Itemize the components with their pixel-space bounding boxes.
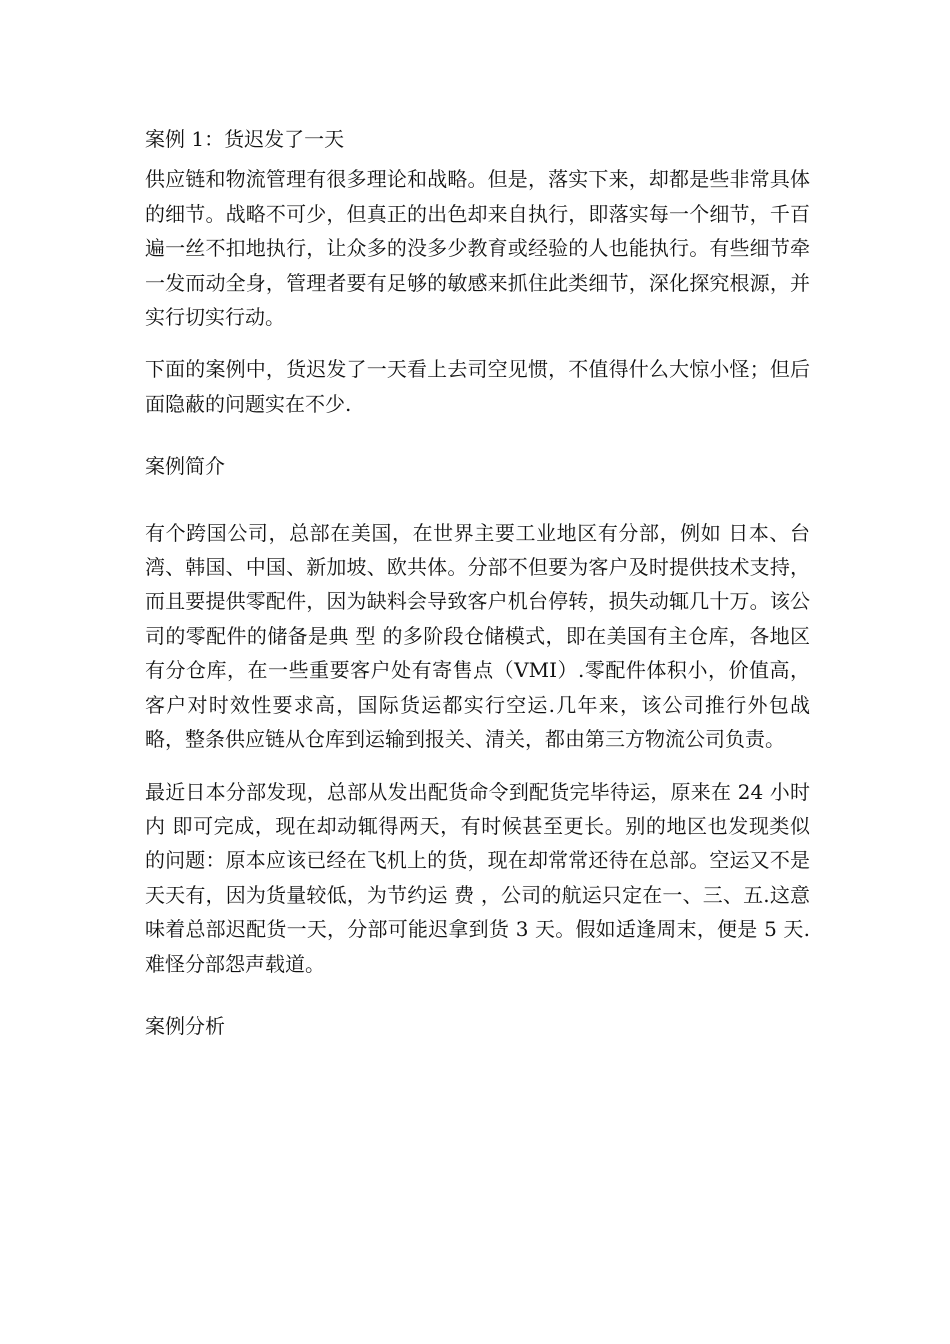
section-title-case-analysis: 案例分析 [145,1013,225,1038]
intro-paragraph-2: 下面的案例中，货迟发了一天看上去司空见惯，不值得什么大惊小怪；但后面隐蔽的问题实在不少. [145,357,810,416]
case-intro-paragraph-2: 最近日本分部发现，总部从发出配货命令到配货完毕待运，原来在 24 小时 内 即可完成，现在却动辄得两天，有时候甚至更长。别的地区也发现类似的问题：原本应该已经在飞机上的货，现在却常常还待在总部。空运又不是天天有，因为货量较低，为节约运 费 ，公司的航运只定在一、三、五.这意味着总部迟配货一天，分部可能迟拿到货 3 天。假如适逢周末，便是 5 天.难怪分部怨声载道。 [145,779,810,976]
case-intro-paragraph-1: 有个跨国公司，总部在美国，在世界主要工业地区有分部，例如 日本、台湾、韩国、中国、新加坡、欧共体。分部不但要为客户及时提供技术支持，而且要提供零配件，因为缺料会导致客户机台停转，损失动辄几十万。该公司的零配件的储备是典 型 的多阶段仓储模式，即在美国有主仓库，各地区有分仓库，在一些重要客户处有寄售点（VMI）.零配件体积小，价值高，客户对时效性要求高，国际货运都实行空运.几年来，该公司推行外包战略，整条供应链从仓库到运输到报关、清关，都由第三方物流公司负责。 [145,520,810,752]
intro-paragraph-1: 供应链和物流管理有很多理论和战略。但是，落实下来，却都是些非常具体的细节。战略不可少，但真正的出色却来自执行，即落实每一个细节，千百遍一丝不扣地执行，让众多的没多少教育或经验的人也能执行。有些细节牵一发而动全身，管理者要有足够的敏感来抓住此类细节，深化探究根源，并实行切实行动。 [145,167,810,330]
document-page [145,122,810,1075]
document-title: 案例 1：货迟发了一天 [145,127,345,151]
section-title-case-intro: 案例简介 [145,454,225,479]
